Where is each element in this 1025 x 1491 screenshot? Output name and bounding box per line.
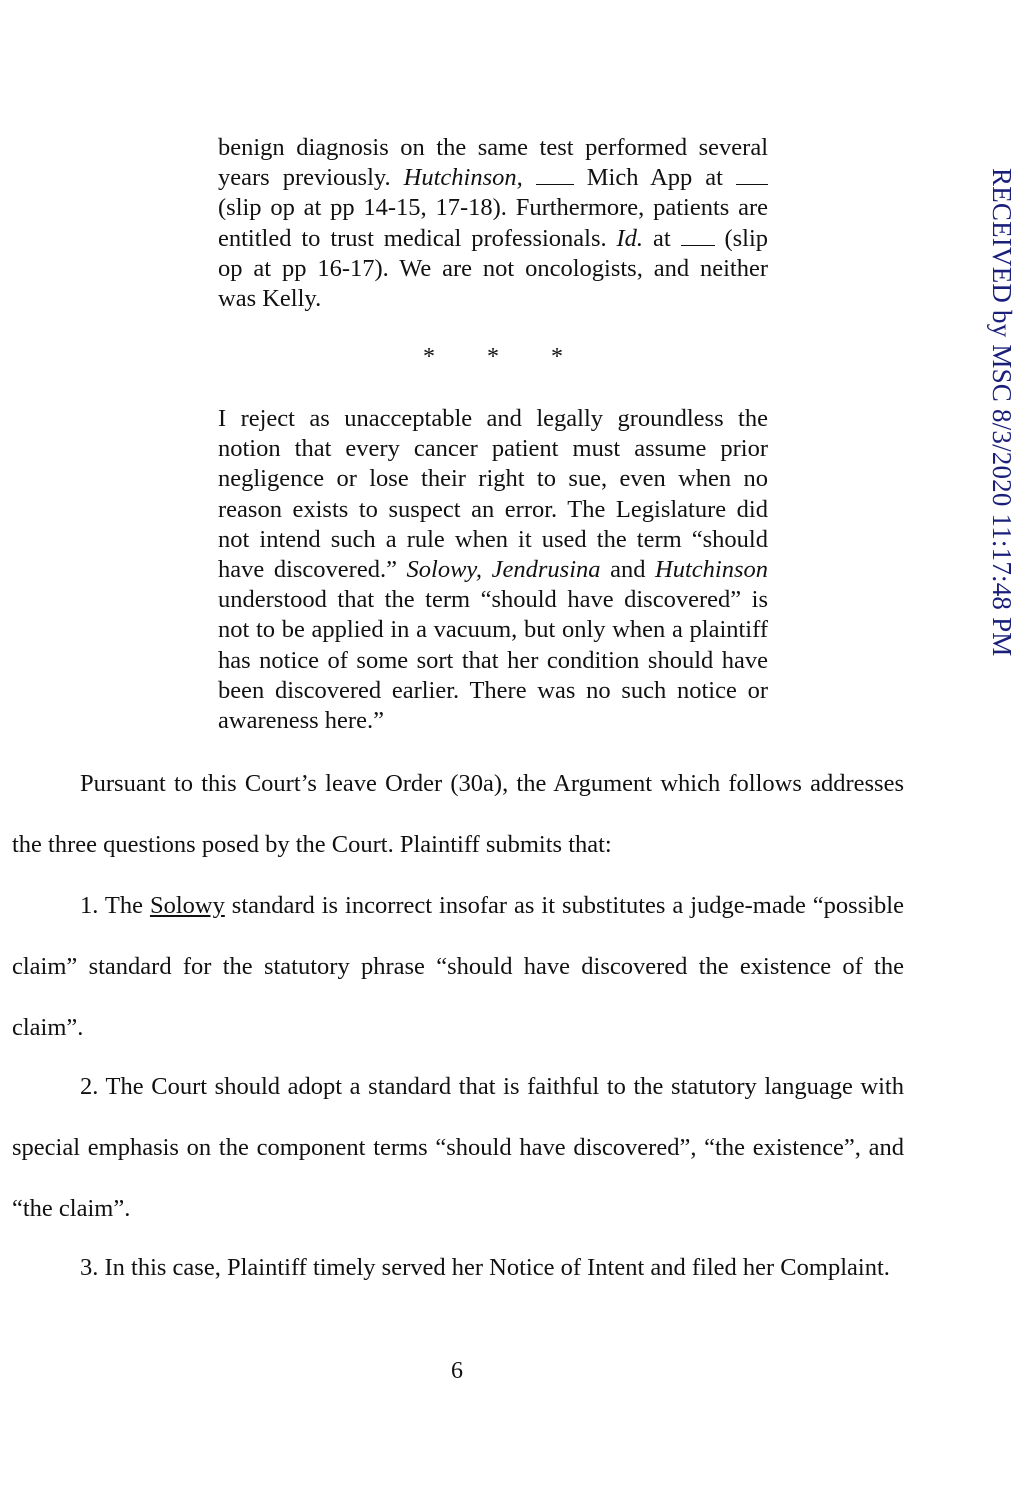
separator-star: * [551,344,563,370]
list-item-3: 3. In this case, Plaintiff timely served her Notice of Intent and filed her Complaint. [80,1254,890,1281]
blank-line [536,164,574,185]
separator-star: * [487,344,499,370]
section-separator [218,344,768,371]
list-item-1: 1. The Solowy standard is incorrect insofar as it substitutes a judge-made “possible claim” standard for the statutory phrase “should have discovered the existence of the claim”. [12,892,904,1041]
item-3-wrap [12,1237,904,1298]
intro-paragraph-wrap [12,753,904,875]
case-name-solowy: Solowy [149,892,225,919]
list-item-2: 2. The Court should adopt a standard that is faithful to the statutory language with special emphasis on the component terms “should have discovered”, “the existence”, and “the claim”. [12,1073,904,1222]
case-name-hutchinson: Hutchinson [655,556,769,584]
blank-line [681,225,715,246]
received-stamp: RECEIVED by MSC 8/3/2020 11:17:48 PM [987,168,1017,657]
id-citation: Id. [616,224,644,252]
block-quote-1 [218,133,768,314]
case-name-hutchinson: Hutchinson, [403,164,523,192]
blank-line [736,164,768,185]
case-names: Solowy, Jendrusina [406,556,601,584]
page-number: 6 [451,1358,463,1384]
intro-paragraph: Pursuant to this Court’s leave Order (30a), the Argument which follows addresses the three questions posed by the Court. Plaintiff submits that: [12,770,904,858]
block-quote-2 [218,404,768,736]
item-1-wrap [12,875,904,1058]
item-2-wrap [12,1056,904,1239]
separator-star: * [423,344,435,370]
quote-1-paragraph: benign diagnosis on the same test performed several years previously. Hutchinson, Mich App at (slip op at pp 14-15, 17-18). Furthermore, patients are entitled to trust medical professionals. Id. at (slip op at pp 16-17). We are not oncologists, and neither was Kelly. [218,134,768,313]
quote-2-paragraph: I reject as unacceptable and legally groundless the notion that every cancer patient must assume prior negligence or lose their right to sue, even when no reason exists to suspect an error. The Legislature did not intend such a rule when it used the term “should have discovered.” Solowy, Jendrusina and Hutchinson understood that the term “should have discovered” is not to be applied in a vacuum, but only when a plaintiff has notice of some sort that her condition should have been discovered earlier. There was no such notice or awareness here.” [218,405,769,735]
